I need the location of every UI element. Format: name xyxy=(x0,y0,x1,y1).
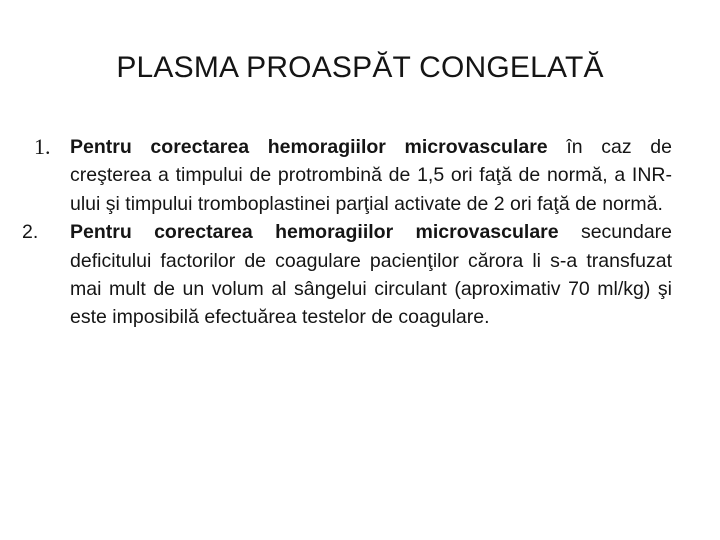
list-item-text: în caz de creşterea a timpului de protrombină de 1,5 ori faţă de normă, a INR-ului şi timpului tromboplastinei parţial activate de 2 ori faţă de normă. xyxy=(70,136,672,215)
slide-title: PLASMA PROASPĂT CONGELATĂ xyxy=(116,51,604,84)
content-list xyxy=(22,133,673,332)
list-item-1 xyxy=(34,133,672,218)
list-item-number: 1. xyxy=(34,134,51,159)
list-item-lead: Pentru corectarea hemoragiilor microvasculare xyxy=(70,221,559,244)
list-item-body xyxy=(70,218,672,332)
list-item-2 xyxy=(22,218,672,332)
list-item-lead: Pentru corectarea hemoragiilor microvasculare xyxy=(70,136,548,158)
list-item-number: 2. xyxy=(22,221,39,244)
list-item-body xyxy=(70,133,672,218)
list-item-text: secundare deficitului factorilor de coagulare pacienţilor cărora li s-a transfuzat mai mult de un volum al sângelui circulant (aproximativ 70 ml/kg) şi este imposibilă efectuărea testelor de coagulare. xyxy=(70,221,673,329)
